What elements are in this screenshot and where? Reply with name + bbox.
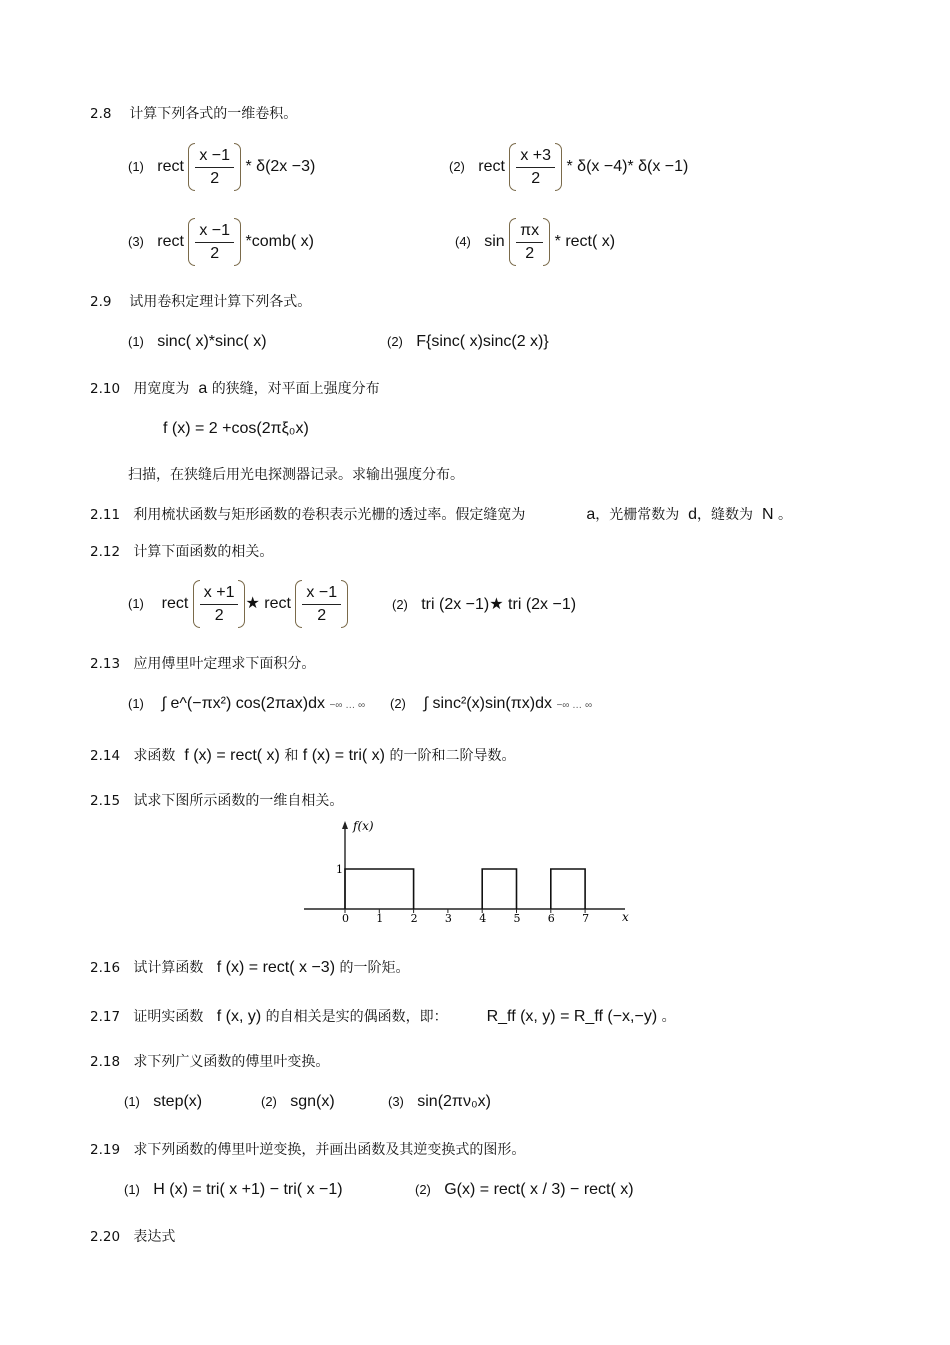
text-part: 证明实函数 [133,1009,204,1025]
item-label: (1) [124,1094,140,1109]
x-tick-label: 2 [410,912,418,925]
text-part: 和 [284,748,299,764]
problem-number: 2.16 [90,960,121,976]
problem-text: 计算下面函数的相关。 [133,544,274,560]
problem-number: 2.15 [90,793,121,809]
text-part: 的一阶和二阶导数。 [389,748,516,764]
item-label: (1) [128,596,144,612]
problem-number: 2.10 [90,381,121,397]
equation: R_ff (x, y) = R_ff (−x,−y) [486,1008,658,1025]
problem-number: 2.14 [90,748,121,764]
x-tick-label: 1 [376,912,384,925]
expr-rest: * δ(2x −3) [245,158,316,176]
expr-2-12-1 [128,580,348,628]
problem-number: 2.18 [90,1054,121,1070]
text-part: 。 [777,507,792,523]
problem-text: 计算下列各式的一维卷积。 [129,106,298,122]
expression: H (x) = tri( x +1) − tri( x −1) [153,1181,343,1198]
problem-text: 应用傅里叶定理求下面积分。 [133,656,316,672]
expression: sin(2πν₀x) [417,1093,491,1110]
text-part: 的狭缝，对平面上强度分布 [211,381,380,397]
item-label: (2) [449,159,465,175]
item-label: (1) [128,159,144,175]
item-label: (2) [261,1094,277,1109]
fraction: $\frac{x +1}{2}$ [200,584,239,625]
expr-2-8-2 [449,143,688,191]
expression: tri (2x −1)★ tri (2x −1) [421,596,577,613]
x-tick-label: 0 [342,912,349,925]
paren-group [193,580,246,628]
var-d: d [688,506,698,523]
item-label: (1) [124,1182,140,1197]
function-graph [300,815,640,925]
problem-2-18 [90,1051,329,1071]
expr-2-13-1 [128,695,365,713]
expr-2-18-3 [388,1093,491,1111]
paren-group [188,218,241,266]
paren-group [509,218,550,266]
text-part: ，光栅常数为 [595,507,680,523]
paren-group [509,143,562,191]
text-part: 试计算函数 [133,960,204,976]
text-part: ，缝数为 [697,507,754,523]
item-label: (2) [415,1182,431,1197]
text-part: 利用梳状函数与矩形函数的卷积表示光栅的透过率。假定缝宽为 [133,507,526,523]
func-name: rect [157,233,184,251]
integral-limits: −∞ … ∞ [556,700,593,711]
func-name: rect [161,595,189,613]
expression: F{sinc( x)sinc(2 x)} [416,333,549,350]
fraction: $\frac{x +3}{2}$ [516,147,555,188]
rect-pulse [482,869,516,909]
problem-number: 2.20 [90,1229,121,1245]
text-part: 求函数 [133,748,176,764]
expr-rest: * δ(x −4)* δ(x −1) [566,158,689,176]
expr-2-8-1 [128,143,315,191]
var-a: a [586,506,596,523]
item-label: (2) [387,334,403,349]
expr-2-9-2 [387,333,549,351]
expression: sgn(x) [290,1093,335,1110]
problem-text: 求下列广义函数的傅里叶变换。 [133,1054,330,1070]
problem-2-13 [90,653,315,673]
x-tick-label: 6 [547,912,555,925]
problem-number: 2.19 [90,1142,121,1158]
correlation-op: ★ rect [245,595,291,613]
expr-2-12-2 [392,594,576,614]
expr-rest: * rect( x) [554,233,616,251]
problem-2-9 [90,291,311,311]
expression: f (x, y) [216,1008,262,1025]
item-label: (3) [388,1094,404,1109]
expr-2-19-1 [124,1181,343,1199]
item-label: (3) [128,234,144,250]
x-axis-label: x [622,910,629,924]
problem-number: 2.12 [90,544,121,560]
expression: step(x) [153,1093,203,1110]
expr-2-18-2 [261,1093,335,1111]
rect-pulse [345,869,414,909]
expression: ∫ sinc²(x)sin(πx)dx [423,695,552,712]
expression: f (x) = rect( x) [184,747,280,764]
y-tick-label: 1 [336,863,343,876]
problem-text: 试用卷积定理计算下列各式。 [129,294,312,310]
problem-number: 2.17 [90,1009,121,1025]
y-axis-label: f(x) [353,819,374,833]
item-label: (2) [390,696,406,711]
problem-2-19 [90,1139,525,1159]
expr-2-13-2 [390,695,592,713]
item-label: (1) [128,334,144,349]
formula-2-10: f (x) = 2 +cos(2πξ₀x) [163,420,309,437]
fraction: $\frac{x -1}{2}$ [195,147,234,188]
item-label: (1) [128,696,144,711]
item-label: (2) [392,597,408,612]
var-a: a [198,380,208,397]
x-tick-label: 5 [513,912,521,925]
func-name: rect [157,158,184,176]
problem-text: 求下列函数的傅里叶逆变换，并画出函数及其逆变换式的图形。 [133,1142,526,1158]
var-N: N [761,506,774,523]
problem-2-8 [90,103,297,123]
fraction: $\frac{\pi x}{2}$ [516,222,543,263]
text-part: 的自相关是实的偶函数，即： [265,1009,448,1025]
expr-2-19-2 [415,1181,634,1199]
problem-2-20 [90,1226,175,1246]
func-name: sin [484,233,505,251]
rect-pulse [551,869,585,909]
problem-text: 试求下图所示函数的一维自相关。 [133,793,344,809]
paren-group [295,580,348,628]
problem-number: 2.9 [90,294,112,310]
integral-limits: −∞ … ∞ [329,700,366,711]
expr-rest: *comb( x) [245,233,314,251]
problem-2-10 [90,378,380,398]
text-2-10: 扫描，在狭缝后用光电探测器记录。求输出强度分布。 [128,467,464,483]
expression: G(x) = rect( x / 3) − rect( x) [444,1181,634,1198]
problem-2-12 [90,541,273,561]
expression: f (x) = tri( x) [302,747,386,764]
problem-text: 表达式 [133,1229,176,1245]
problem-2-11 [90,504,792,524]
x-tick-label: 4 [479,912,487,925]
expr-2-9-1 [128,333,267,351]
x-tick-label: 7 [582,912,590,925]
item-label: (4) [455,234,471,250]
problem-2-16 [90,957,409,977]
expression: ∫ e^(−πx²) cos(2πax)dx [161,695,326,712]
problem-2-15 [90,790,343,810]
expr-2-18-1 [124,1093,202,1111]
expression: sinc( x)*sinc( x) [157,333,267,350]
problem-number: 2.13 [90,656,121,672]
expression: f (x) = rect( x −3) [216,959,336,976]
x-tick-label: 3 [444,912,452,925]
y-axis-arrow [342,821,348,829]
fraction: $\frac{x -1}{2}$ [195,222,234,263]
expr-2-8-4 [455,218,615,266]
problem-2-14 [90,745,515,765]
expr-2-8-3 [128,218,314,266]
problem-number: 2.11 [90,507,121,523]
problem-2-17 [90,1006,676,1026]
paren-group [188,143,241,191]
text-part: 。 [661,1009,676,1025]
problem-number: 2.8 [90,106,112,122]
func-name: rect [478,158,505,176]
text-part: 用宽度为 [133,381,190,397]
fraction: $\frac{x -1}{2}$ [302,584,341,625]
text-part: 的一阶矩。 [339,960,410,976]
